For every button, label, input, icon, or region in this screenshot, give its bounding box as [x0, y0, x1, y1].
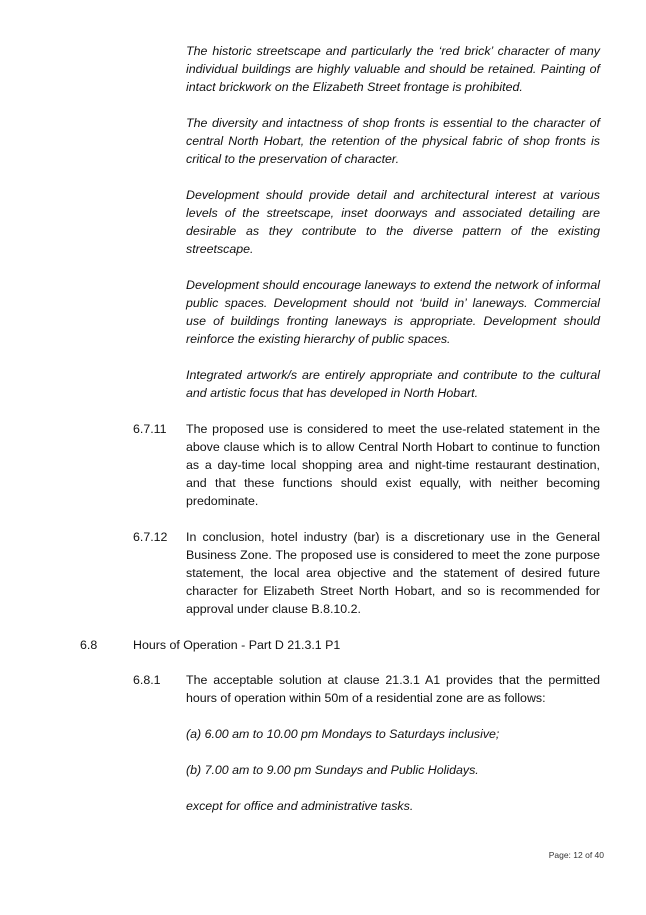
subclause-number: 6.8.1	[133, 673, 161, 687]
hours-sundays: (b) 7.00 am to 9.00 pm Sundays and Public Holidays.	[186, 763, 479, 777]
section-title: Hours of Operation - Part D 21.3.1 P1	[133, 638, 341, 652]
quoted-statement-2: The diversity and intactness of shop fronts is essential to the character of central North Hobart, the retention of the physical fabric of shop fronts is critical to the preservation of character.	[186, 116, 600, 166]
clause-number: 6.7.12	[133, 530, 168, 544]
quoted-statement-3: Development should provide detail and architectural interest at various levels of the streetscape, inset doorways and associated detailing are desirable as they contribute to the diverse pattern of the existing streetscape.	[186, 188, 600, 256]
clause-text: In conclusion, hotel industry (bar) is a discretionary use in the General Business Zone. The proposed use is considered to meet the zone purpose statement, the local area objective and the statement of desired future character for Elizabeth Street North Hobart, and so is recommended for approval under clause B.8.10.2.	[186, 530, 600, 616]
page-number: Page: 12 of 40	[548, 850, 604, 860]
section-number: 6.8	[80, 638, 98, 652]
quoted-statement-1: The historic streetscape and particularly the ‘red brick’ character of many individual buildings are highly valuable and should be retained. Painting of intact brickwork on the Elizabeth Street frontage is prohibited.	[186, 44, 600, 94]
subclause-text: The acceptable solution at clause 21.3.1 A1 provides that the permitted hours of operation within 50m of a residential zone are as follows:	[186, 673, 600, 705]
hours-exception: except for office and administrative tasks.	[186, 799, 414, 813]
quoted-statement-4: Development should encourage laneways to extend the network of informal public spaces. Development should not ‘build in’ laneways. Commercial use of buildings fronting laneways is appropriate. Development should reinforce the existing hierarchy of public spaces.	[186, 278, 600, 346]
clause-text: The proposed use is considered to meet the use-related statement in the above clause which is to allow Central North Hobart to continue to function as a day-time local shopping area and night-time restaurant destination, and that these functions should exist equally, with neither becoming predominate.	[186, 422, 600, 508]
clause-number: 6.7.11	[133, 422, 167, 436]
quoted-statement-5: Integrated artwork/s are entirely appropriate and contribute to the cultural and artistic focus that has developed in North Hobart.	[186, 368, 600, 400]
hours-weekdays: (a) 6.00 am to 10.00 pm Mondays to Saturdays inclusive;	[186, 727, 500, 741]
